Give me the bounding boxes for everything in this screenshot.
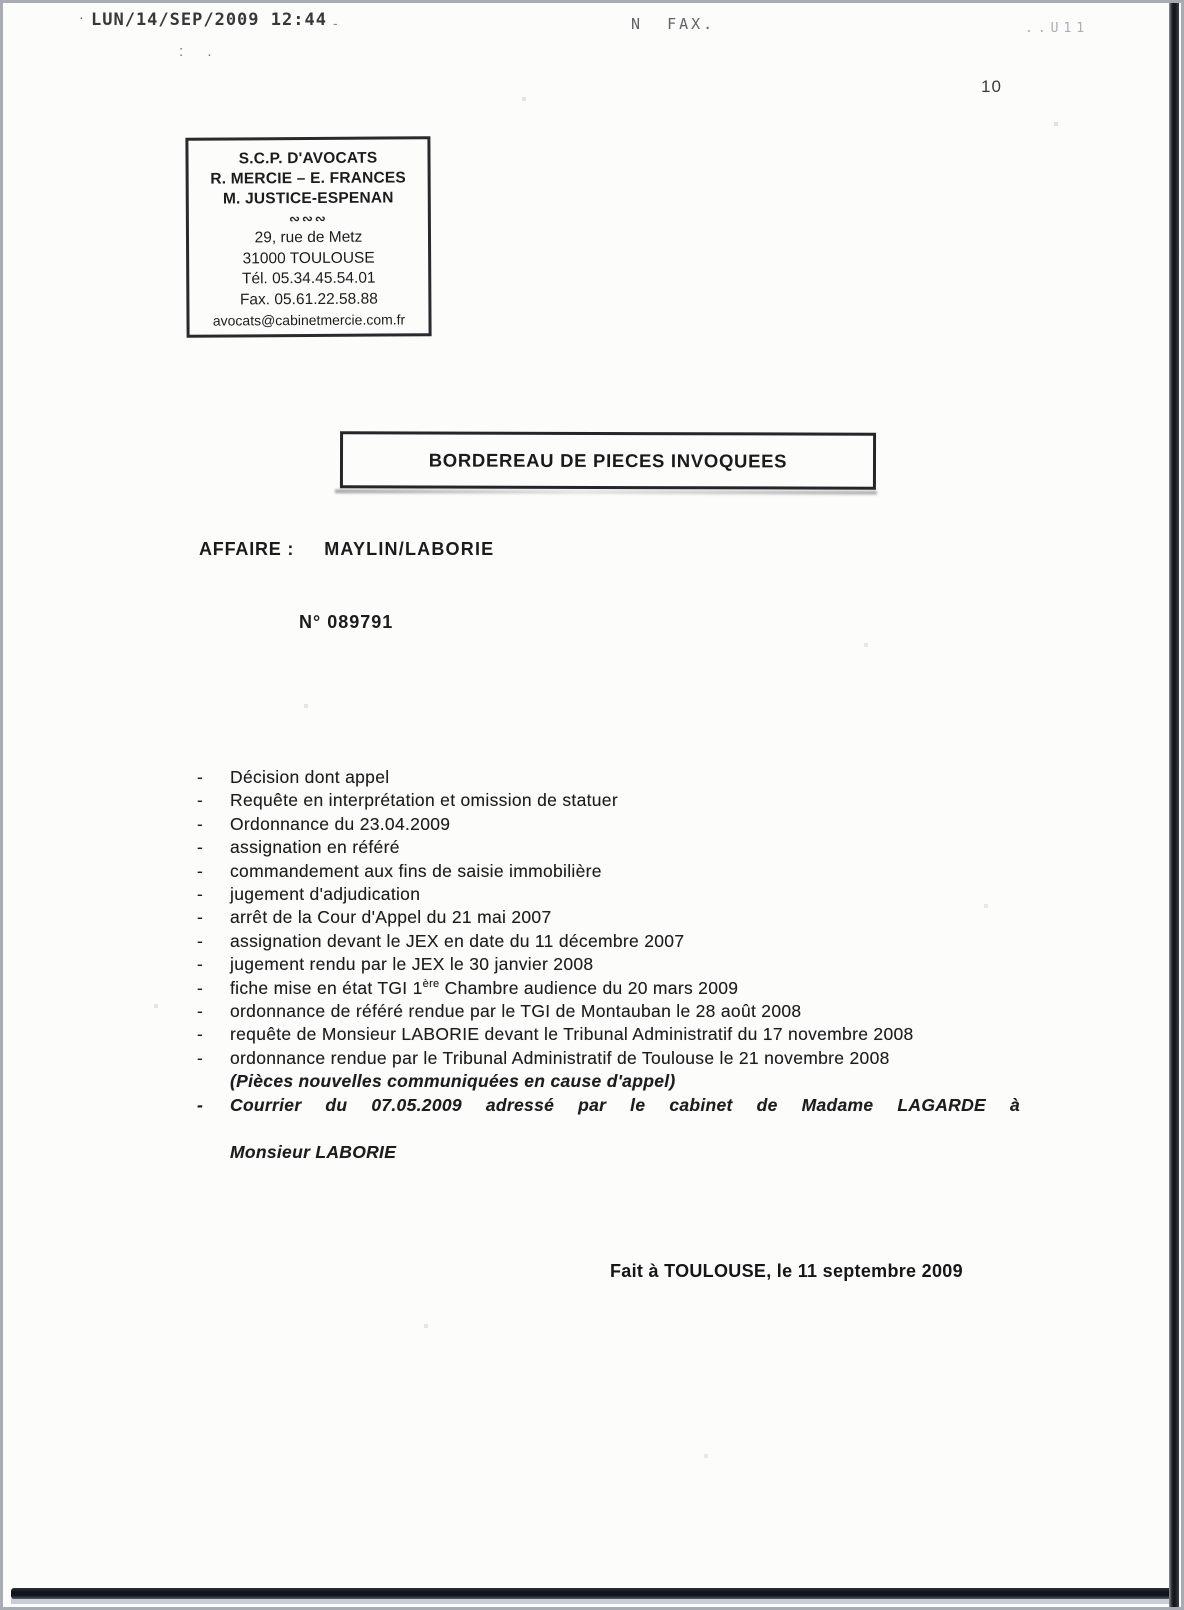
fax-timestamp: LUN/14/SEP/2009 12:44 <box>91 10 327 30</box>
list-dash-icon: - <box>197 1001 204 1022</box>
scan-edge-bottom <box>11 1588 1175 1599</box>
letterhead-address-line: Tél. 05.34.45.54.01 <box>241 269 376 288</box>
piece-text: assignation en référé <box>230 837 400 858</box>
piece-text: Courrier du 07.05.2009 adressé par le cabinet de Madame LAGARDE à Monsieur LABORIE <box>230 1094 1020 1162</box>
letterhead-firm-line: R. MERCIE – E. FRANCES <box>210 169 406 188</box>
scan-artifact-mark: : . <box>179 43 222 60</box>
document-title: BORDEREAU DE PIECES INVOQUEES <box>428 449 788 471</box>
letterhead-address-line: 29, rue de Metz <box>254 228 363 247</box>
piece-text: (Pièces nouvelles communiquées en cause d'appel) <box>230 1071 676 1092</box>
piece-text: commandement aux fins de saisie immobilière <box>230 860 602 881</box>
letterhead-firm-name <box>188 148 427 209</box>
piece-list-item <box>196 860 996 883</box>
piece-list-item <box>196 883 996 906</box>
letterhead-firm-line: S.C.P. D'AVOCATS <box>238 149 378 168</box>
piece-list-item <box>196 789 996 812</box>
list-dash-icon: - <box>197 767 204 787</box>
piece-list-item <box>196 1023 996 1046</box>
letterhead-ornament: ∾∾∾ <box>288 210 328 227</box>
document-title-box <box>340 431 876 489</box>
fax-number-label: N FAX. <box>631 15 716 33</box>
piece-text: assignation devant le JEX en date du 11 décembre 2007 <box>230 930 685 951</box>
piece-list-item <box>196 836 996 859</box>
piece-text: arrêt de la Cour d'Appel du 21 mai 2007 <box>230 907 552 928</box>
list-dash-icon: - <box>197 930 204 951</box>
list-dash-icon: - <box>197 1094 204 1115</box>
list-dash-icon: - <box>197 860 204 881</box>
list-dash-icon: - <box>197 907 204 928</box>
piece-list-item <box>196 953 996 976</box>
piece-text: Ordonnance du 23.04.2009 <box>230 813 451 834</box>
closing-line: Fait à TOULOUSE, le 11 septembre 2009 <box>610 1261 963 1281</box>
piece-list <box>196 766 1020 1164</box>
piece-text: Décision dont appel <box>230 767 390 787</box>
list-dash-icon: - <box>197 813 204 834</box>
piece-list-item <box>196 1000 996 1023</box>
letterhead <box>185 136 431 337</box>
list-dash-icon: - <box>197 977 204 998</box>
piece-list-item <box>196 1094 1020 1164</box>
piece-text: ordonnance rendue par le Tribunal Administratif de Toulouse le 21 novembre 2008 <box>230 1047 890 1068</box>
piece-text: Requête en interprétation et omission de statuer <box>230 790 618 811</box>
letterhead-address-line: 31000 TOULOUSE <box>242 249 375 267</box>
scan-artifact-mark: · <box>79 9 84 25</box>
page-number: 10 <box>981 77 1002 96</box>
piece-list-item <box>196 766 996 789</box>
list-dash-icon: - <box>197 1024 204 1045</box>
list-dash-icon: - <box>197 837 204 858</box>
letterhead-firm-line: M. JUSTICE-ESPENAN <box>222 189 394 208</box>
case-name: MAYLIN/LABORIE <box>324 539 495 559</box>
list-dash-icon: - <box>197 790 204 811</box>
piece-list-item <box>196 1047 996 1070</box>
piece-text: jugement d'adjudication <box>230 884 421 905</box>
case-label: AFFAIRE : <box>199 539 295 559</box>
case-row <box>199 539 494 560</box>
piece-list-item <box>196 906 996 929</box>
list-dash-icon: - <box>197 1047 204 1068</box>
piece-text: fiche mise en état TGI 1ère Chambre audience du 20 mars 2009 <box>230 977 739 998</box>
scan-edge-right <box>1169 3 1179 1607</box>
scan-noise <box>3 3 5 5</box>
fax-transmission-code: ..U11 <box>1025 21 1090 36</box>
letterhead-address-line: Fax. 05.61.22.58.88 <box>239 290 378 308</box>
piece-list-item <box>196 1070 996 1093</box>
scan-artifact-mark: - <box>333 15 338 31</box>
piece-text: ordonnance de référé rendue par le TGI de Montauban le 28 août 2008 <box>230 1001 802 1022</box>
letterhead-address-line: avocats@cabinetmercie.com.fr <box>212 311 406 329</box>
piece-list-item <box>196 813 996 836</box>
list-dash-icon: - <box>197 884 204 905</box>
letterhead-address <box>189 227 429 330</box>
case-number: N° 089791 <box>299 612 394 632</box>
piece-text: jugement rendu par le JEX le 30 janvier 2008 <box>230 954 594 975</box>
piece-list-item <box>196 977 996 1000</box>
piece-list-item <box>196 930 996 953</box>
piece-text: requête de Monsieur LABORIE devant le Tribunal Administratif du 17 novembre 2008 <box>230 1024 914 1045</box>
list-dash-icon: - <box>197 954 204 975</box>
